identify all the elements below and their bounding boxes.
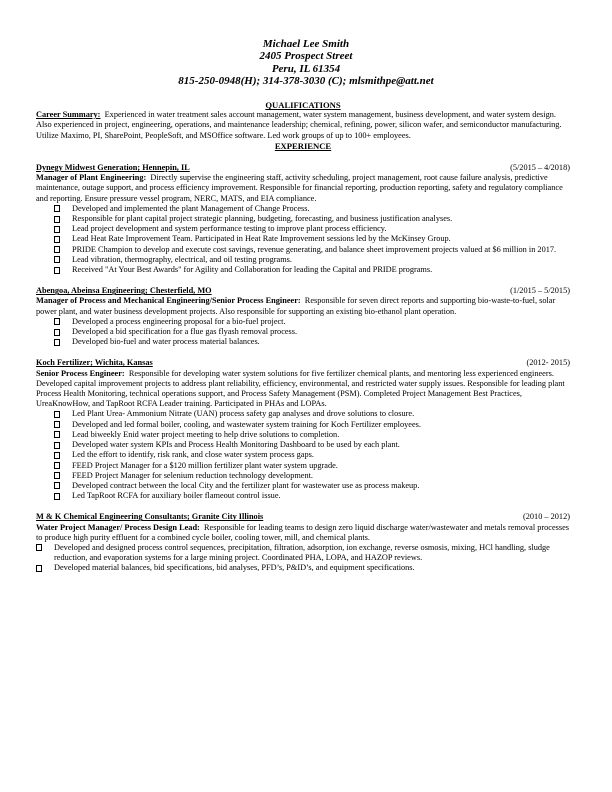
list-item: Responsible for plant capital project strategic planning, budgeting, forecasting, and business justification analyses. — [36, 214, 570, 224]
checkbox-bullet-icon — [36, 565, 42, 572]
career-summary-text: Experienced in water treatment sales account management, water system management, business development, and water system design. Also experienced in project, engineering, operations, and maintenance leadership; chemical, refining, power, silicon wafer, and semiconductor manufacturing. Utilize Maximo, PI, SharePoint, PeopleSoft, and MSOffice software. Led work groups of up to 100+ employees. — [36, 110, 562, 140]
job-employer: M & K Chemical Engineering Consultants; Granite City Illinois — [36, 512, 264, 522]
list-item: Developed water system KPIs and Process Health Monitoring Dashboard to be used by each plant. — [36, 440, 570, 450]
list-item: Developed and implemented the plant Management of Change Process. — [36, 204, 570, 214]
job-description-text: Responsible for seven direct reports and supporting bio-waste-to-fuel, solar power plant, and water business development projects. Also responsible for supporting an existing bio-ethanol plant operation. — [36, 296, 556, 316]
resume-body — [36, 100, 570, 574]
job-employer-line — [36, 358, 570, 368]
checkbox-bullet-icon — [54, 205, 60, 212]
job-bullet-list — [36, 204, 570, 275]
job-role: Senior Process Engineer: — [36, 368, 125, 378]
job-employer-line — [36, 512, 570, 522]
contact-line: 815-250-0948(H); 314-378-3030 (C); mlsmithpe@att.net — [178, 75, 434, 88]
checkbox-bullet-icon — [54, 339, 60, 346]
checkbox-bullet-icon — [54, 226, 60, 233]
list-item: Led TapRoot RCFA for auxiliary boiler flameout control issue. — [36, 491, 570, 501]
job-bullet-list — [36, 317, 570, 348]
list-item: Led the effort to identify, risk rank, and close water system process gaps. — [36, 450, 570, 460]
job-description — [36, 369, 570, 410]
experience-heading: EXPERIENCE — [274, 140, 332, 151]
job-role: Manager of Plant Engineering: — [36, 173, 147, 183]
street-address: 2405 Prospect Street — [259, 50, 353, 63]
list-item: FEED Project Manager for selenium reduction technology development. — [36, 471, 570, 481]
checkbox-bullet-icon — [54, 411, 60, 418]
checkbox-bullet-icon — [54, 482, 60, 489]
job-description-text: Responsible for developing water system solutions for five fertilizer chemical plants, and mentoring less experienced engineers. Developed capital improvement projects to address plant reliability, efficiency, environmental, and restricted water supply issues. Responsible for leading plant Process Health Monitoring, technical operations support, and Process Safety Management (PSM). Completed Project Management Best Practices, UreaKnowHow, and TapRoot RCFA Leader training. Participated in PHAs and LOPAs. — [36, 368, 565, 409]
checkbox-bullet-icon — [54, 421, 60, 428]
checkbox-bullet-icon — [54, 267, 60, 274]
list-item: Developed and designed process control sequences, precipitation, filtration, adsorption, ion exchange, reverse osmosis, mixing, HCl handling, sludge reduction, and evaporation systems for a large mining project. Coordinated PHA, LOPA, and HAZOP reviews. — [36, 543, 570, 563]
checkbox-bullet-icon — [54, 329, 60, 336]
job-dates: (5/2015 – 4/2018) — [510, 163, 570, 173]
job-bullet-list — [36, 409, 570, 501]
job-entry — [36, 358, 570, 501]
job-dates: (1/2015 – 5/2015) — [510, 286, 570, 296]
list-item: Lead biweekly Enid water project meeting to help drive solutions to completion. — [36, 430, 570, 440]
job-entry — [36, 512, 570, 573]
checkbox-bullet-icon — [36, 544, 42, 551]
job-employer: Dynegy Midwest Generation; Hennepin, IL — [36, 163, 190, 173]
job-description — [36, 173, 570, 204]
checkbox-bullet-icon — [54, 442, 60, 449]
job-role: Manager of Process and Mechanical Engineering/Senior Process Engineer: — [36, 296, 301, 306]
job-description — [36, 296, 570, 316]
list-item: Developed bio-fuel and water process material balances. — [36, 337, 570, 347]
checkbox-bullet-icon — [54, 256, 60, 263]
list-item: FEED Project Manager for a $120 million fertilizer plant water system upgrade. — [36, 461, 570, 471]
list-item: Developed material balances, bid specifications, bid analyses, PFD’s, P&ID’s, and equipment specifications. — [36, 563, 570, 573]
job-employer-line — [36, 286, 570, 296]
checkbox-bullet-icon — [54, 452, 60, 459]
list-item: Developed a bid specification for a flue gas flyash removal process. — [36, 327, 570, 337]
list-item: Developed contract between the local City and the fertilizer plant for wastewater use as process makeup. — [36, 481, 570, 491]
list-item: Developed and led formal boiler, cooling, and wastewater system training for Koch Fertilizer employees. — [36, 420, 570, 430]
checkbox-bullet-icon — [54, 236, 60, 243]
job-description-text: Directly supervise the engineering staff, activity scheduling, project management, root cause failure analysis, predictive maintenance, outage support, and process efficiency improvement. Responsible for financial reporting, production reporting, safety and regulatory compliance and reporting. Ensure pressure vessel program, NERC, MATS, and EIA compliance. — [36, 173, 563, 203]
list-item: Lead Heat Rate Improvement Team. Participated in Heat Rate Improvement sessions led by the McKinsey Group. — [36, 234, 570, 244]
job-dates: (2012- 2015) — [526, 358, 570, 368]
list-item: Led Plant Urea- Ammonium Nitrate (UAN) process safety gap analyses and drove solutions to closure. — [36, 409, 570, 419]
job-description-text: Responsible for leading teams to design zero liquid discharge water/wastewater and metals removal processes to produce high purity effluent for a combined cycle boiler, cooling tower, mill, and chemical plants. — [36, 522, 570, 542]
job-employer-line — [36, 163, 570, 173]
checkbox-bullet-icon — [54, 318, 60, 325]
qualifications-heading: QUALIFICATIONS — [265, 100, 341, 110]
list-item: Lead project development and system performance testing to improve plant process efficiency. — [36, 224, 570, 234]
checkbox-bullet-icon — [54, 493, 60, 500]
job-role: Water Project Manager/ Process Design Lead: — [36, 522, 200, 532]
list-item: PRIDE Champion to develop and execute cost savings, revenue generating, and balance sheet improvement projects valued at $6 million in 2017. — [36, 245, 570, 255]
job-employer: Abengoa, Abeinsa Engineering; Chesterfield, MO — [36, 286, 212, 296]
list-item: Lead vibration, thermography, electrical, and oil testing programs. — [36, 255, 570, 265]
job-employer: Koch Fertilizer; Wichita, Kansas — [36, 358, 153, 368]
checkbox-bullet-icon — [54, 472, 60, 479]
resume-header — [0, 38, 612, 88]
checkbox-bullet-icon — [54, 216, 60, 223]
job-bullet-list — [36, 543, 570, 574]
checkbox-bullet-icon — [54, 462, 60, 469]
career-summary-label: Career Summary: — [36, 110, 101, 120]
checkbox-bullet-icon — [54, 246, 60, 253]
list-item: Developed a process engineering proposal for a bio-fuel project. — [36, 317, 570, 327]
city-state-zip: Peru, IL 61354 — [271, 62, 341, 75]
list-item: Received "At Your Best Awards" for Agility and Collaboration for leading the Capital and PRIDE programs. — [36, 265, 570, 275]
career-summary — [36, 110, 570, 141]
candidate-name: Michael Lee Smith — [262, 38, 350, 50]
job-description — [36, 523, 570, 543]
job-dates: (2010 – 2012) — [522, 512, 570, 522]
job-entry — [36, 163, 570, 275]
job-entry — [36, 286, 570, 347]
checkbox-bullet-icon — [54, 431, 60, 438]
